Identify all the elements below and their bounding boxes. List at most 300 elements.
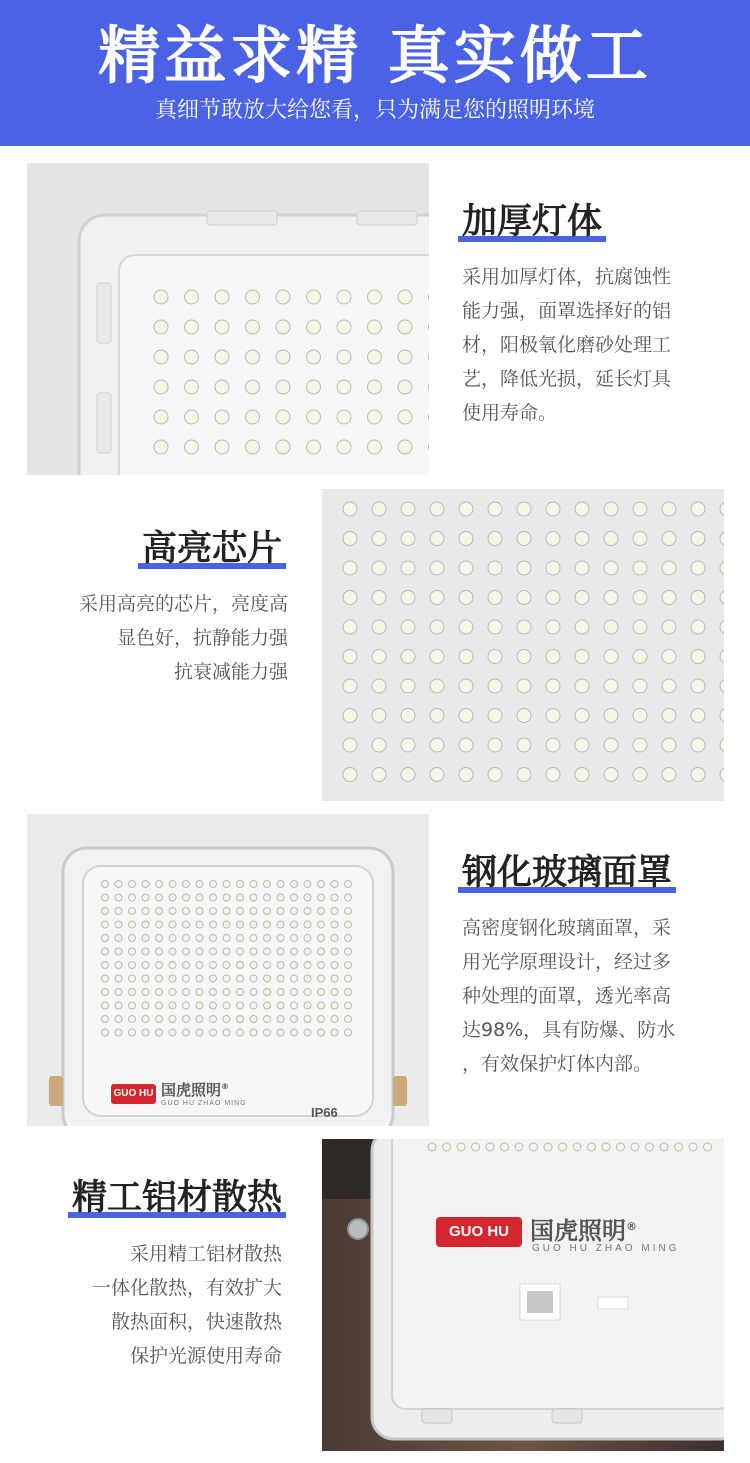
section-title: 加厚灯体 bbox=[462, 200, 602, 244]
led-chip bbox=[277, 1016, 284, 1023]
led-chip bbox=[691, 502, 705, 516]
led-chip bbox=[573, 1143, 581, 1151]
led-chip bbox=[633, 738, 647, 752]
led-chip bbox=[156, 1029, 163, 1036]
led-chip bbox=[662, 768, 676, 782]
led-chip bbox=[250, 921, 257, 928]
chip-closeup-photo bbox=[322, 489, 724, 801]
led-chip bbox=[662, 650, 676, 664]
led-chip bbox=[459, 591, 473, 605]
led-chip bbox=[459, 620, 473, 634]
led-chip bbox=[264, 921, 271, 928]
led-chip bbox=[142, 894, 149, 901]
led-chip bbox=[210, 881, 217, 888]
led-chip bbox=[331, 908, 338, 915]
led-chip bbox=[156, 962, 163, 969]
led-chip bbox=[115, 881, 122, 888]
led-chip bbox=[142, 962, 149, 969]
led-chip bbox=[129, 962, 136, 969]
led-chip bbox=[459, 561, 473, 575]
led-chip bbox=[662, 620, 676, 634]
led-chip bbox=[337, 320, 351, 334]
led-chip bbox=[183, 989, 190, 996]
led-chip bbox=[633, 650, 647, 664]
led-chip bbox=[115, 1029, 122, 1036]
glass-cover-photo bbox=[27, 814, 429, 1126]
led-chip bbox=[343, 679, 357, 693]
led-chip bbox=[517, 591, 531, 605]
led-chip bbox=[546, 650, 560, 664]
led-chip bbox=[246, 440, 260, 454]
led-chip bbox=[276, 380, 290, 394]
brand-name: 国虎照明® bbox=[161, 1081, 230, 1099]
led-chip bbox=[277, 962, 284, 969]
led-chip bbox=[604, 620, 618, 634]
led-chip bbox=[304, 989, 311, 996]
led-chip bbox=[115, 921, 122, 928]
led-chip bbox=[196, 921, 203, 928]
led-chip bbox=[237, 1002, 244, 1009]
led-chip bbox=[223, 908, 230, 915]
led-chip bbox=[345, 935, 352, 942]
led-chip bbox=[102, 908, 109, 915]
led-chip bbox=[185, 320, 199, 334]
description-line: 使用寿命。 bbox=[462, 402, 558, 424]
led-chip bbox=[237, 921, 244, 928]
led-chip bbox=[291, 894, 298, 901]
led-chip bbox=[604, 591, 618, 605]
led-chip bbox=[215, 440, 229, 454]
led-chip bbox=[237, 975, 244, 982]
led-chip bbox=[604, 709, 618, 723]
led-chip bbox=[401, 620, 415, 634]
led-chip bbox=[459, 768, 473, 782]
led-chip bbox=[276, 410, 290, 424]
led-chip bbox=[704, 1143, 712, 1151]
section-title: 钢化玻璃面罩 bbox=[462, 851, 672, 895]
led-chip bbox=[331, 894, 338, 901]
led-chip bbox=[304, 975, 311, 982]
led-chip bbox=[662, 532, 676, 546]
led-chip bbox=[318, 894, 325, 901]
led-chip bbox=[546, 709, 560, 723]
led-chip bbox=[183, 1016, 190, 1023]
description-line: 采用精工铝材散热 bbox=[129, 1243, 282, 1265]
led-chip bbox=[544, 1143, 552, 1151]
led-chip bbox=[307, 440, 321, 454]
led-chip bbox=[345, 1029, 352, 1036]
led-chip bbox=[246, 350, 260, 364]
brand-logo-badge: GUO HU bbox=[436, 1217, 522, 1247]
led-chip bbox=[345, 1002, 352, 1009]
led-chip bbox=[102, 989, 109, 996]
led-chip bbox=[291, 935, 298, 942]
led-chip bbox=[575, 532, 589, 546]
led-chip bbox=[372, 650, 386, 664]
led-chip bbox=[318, 908, 325, 915]
led-chip bbox=[633, 561, 647, 575]
led-chip bbox=[115, 948, 122, 955]
led-chip bbox=[250, 935, 257, 942]
led-chip bbox=[633, 709, 647, 723]
led-chip bbox=[246, 380, 260, 394]
led-chip bbox=[488, 561, 502, 575]
led-chip bbox=[196, 1016, 203, 1023]
led-chip bbox=[343, 591, 357, 605]
led-chip bbox=[331, 881, 338, 888]
led-chip bbox=[115, 975, 122, 982]
led-chip bbox=[633, 620, 647, 634]
led-chip bbox=[307, 380, 321, 394]
led-chip bbox=[546, 679, 560, 693]
led-chip bbox=[291, 948, 298, 955]
led-chip bbox=[169, 948, 176, 955]
led-chip bbox=[459, 650, 473, 664]
led-chip bbox=[156, 948, 163, 955]
led-chip bbox=[196, 908, 203, 915]
led-chip bbox=[102, 881, 109, 888]
led-chip bbox=[689, 1143, 697, 1151]
led-chip bbox=[196, 948, 203, 955]
led-chip bbox=[142, 935, 149, 942]
led-chip bbox=[115, 1016, 122, 1023]
led-chip bbox=[343, 709, 357, 723]
led-chip bbox=[430, 738, 444, 752]
led-chip bbox=[675, 1143, 683, 1151]
led-chip bbox=[401, 679, 415, 693]
led-chip bbox=[142, 989, 149, 996]
led-chip bbox=[196, 881, 203, 888]
led-chip bbox=[401, 532, 415, 546]
led-chip bbox=[215, 290, 229, 304]
led-chip bbox=[633, 768, 647, 782]
led-chip bbox=[215, 410, 229, 424]
led-chip bbox=[307, 410, 321, 424]
led-chip bbox=[215, 380, 229, 394]
led-chip bbox=[102, 894, 109, 901]
led-chip bbox=[368, 320, 382, 334]
led-chip bbox=[398, 410, 412, 424]
led-chip bbox=[264, 975, 271, 982]
led-chip bbox=[129, 894, 136, 901]
led-chip bbox=[237, 881, 244, 888]
brand-pinyin: GUO HU ZHAO MING bbox=[161, 1100, 247, 1107]
led-chip bbox=[102, 962, 109, 969]
led-chip bbox=[343, 738, 357, 752]
led-chip bbox=[337, 410, 351, 424]
aluminum-heatsink-photo bbox=[322, 1139, 724, 1451]
led-chip bbox=[142, 975, 149, 982]
section-description bbox=[92, 1237, 282, 1373]
led-chip bbox=[185, 350, 199, 364]
led-chip bbox=[372, 532, 386, 546]
section-description bbox=[462, 260, 671, 430]
led-chip bbox=[129, 948, 136, 955]
led-chip bbox=[575, 709, 589, 723]
led-chip bbox=[368, 290, 382, 304]
led-chip bbox=[156, 908, 163, 915]
led-chip bbox=[517, 679, 531, 693]
led-chip bbox=[488, 502, 502, 516]
led-chip bbox=[291, 908, 298, 915]
led-chip bbox=[250, 1002, 257, 1009]
led-chip bbox=[318, 881, 325, 888]
section-description bbox=[462, 911, 675, 1081]
led-chip bbox=[196, 1002, 203, 1009]
led-chip bbox=[343, 620, 357, 634]
led-chip bbox=[343, 768, 357, 782]
led-chip bbox=[276, 350, 290, 364]
led-chip bbox=[210, 975, 217, 982]
led-chip bbox=[343, 502, 357, 516]
led-chip bbox=[264, 881, 271, 888]
led-chip bbox=[691, 738, 705, 752]
led-chip bbox=[129, 921, 136, 928]
led-chip bbox=[488, 650, 502, 664]
led-chip bbox=[169, 1002, 176, 1009]
led-chip bbox=[183, 921, 190, 928]
page-title: 精益求精 真实做工 bbox=[98, 19, 652, 92]
led-chip bbox=[575, 591, 589, 605]
led-chip bbox=[304, 1016, 311, 1023]
led-chip bbox=[291, 921, 298, 928]
led-chip bbox=[457, 1143, 465, 1151]
led-chip bbox=[291, 989, 298, 996]
led-chip bbox=[183, 1002, 190, 1009]
led-chip bbox=[318, 1029, 325, 1036]
led-chip bbox=[345, 1016, 352, 1023]
led-chip bbox=[250, 1029, 257, 1036]
led-chip bbox=[102, 921, 109, 928]
description-line: ，有效保护灯体内部。 bbox=[462, 1053, 653, 1075]
led-chip bbox=[401, 650, 415, 664]
led-chip bbox=[345, 975, 352, 982]
led-chip bbox=[691, 532, 705, 546]
led-chip bbox=[210, 1016, 217, 1023]
led-chip bbox=[115, 935, 122, 942]
led-chip bbox=[368, 440, 382, 454]
led-chip bbox=[345, 962, 352, 969]
led-chip bbox=[276, 290, 290, 304]
led-chip bbox=[250, 989, 257, 996]
led-chip bbox=[156, 881, 163, 888]
led-chip bbox=[398, 320, 412, 334]
section-title: 精工铝材散热 bbox=[72, 1176, 282, 1220]
led-chip bbox=[575, 620, 589, 634]
led-chip bbox=[575, 650, 589, 664]
led-chip bbox=[223, 1016, 230, 1023]
led-chip bbox=[277, 921, 284, 928]
led-chip bbox=[372, 738, 386, 752]
led-chip bbox=[129, 975, 136, 982]
led-chip bbox=[604, 561, 618, 575]
led-chip bbox=[304, 894, 311, 901]
led-chip bbox=[250, 962, 257, 969]
led-chip bbox=[459, 502, 473, 516]
led-chip bbox=[575, 679, 589, 693]
led-chip bbox=[142, 1016, 149, 1023]
led-chip bbox=[304, 908, 311, 915]
led-chip bbox=[517, 650, 531, 664]
led-chip bbox=[546, 532, 560, 546]
led-chip bbox=[210, 962, 217, 969]
led-chip bbox=[129, 989, 136, 996]
led-chip bbox=[546, 561, 560, 575]
led-chip bbox=[486, 1143, 494, 1151]
led-chip bbox=[102, 948, 109, 955]
led-chip bbox=[291, 962, 298, 969]
led-chip bbox=[156, 975, 163, 982]
led-chip bbox=[183, 908, 190, 915]
led-chip bbox=[401, 591, 415, 605]
led-chip bbox=[115, 989, 122, 996]
led-chip bbox=[156, 1002, 163, 1009]
led-chip bbox=[633, 591, 647, 605]
led-chip bbox=[546, 502, 560, 516]
led-chip bbox=[660, 1143, 668, 1151]
led-chip bbox=[331, 1002, 338, 1009]
led-chip bbox=[372, 709, 386, 723]
led-chip bbox=[250, 948, 257, 955]
led-chip bbox=[604, 679, 618, 693]
led-chip bbox=[331, 948, 338, 955]
led-chip bbox=[459, 738, 473, 752]
led-chip bbox=[546, 620, 560, 634]
led-chip bbox=[102, 1029, 109, 1036]
led-chip bbox=[169, 921, 176, 928]
description-line: 材，阳极氧化磨砂处理工 bbox=[462, 334, 672, 356]
led-chip bbox=[183, 935, 190, 942]
led-chip bbox=[154, 350, 168, 364]
led-chip bbox=[115, 908, 122, 915]
led-chip bbox=[337, 440, 351, 454]
led-chip bbox=[215, 350, 229, 364]
led-chip bbox=[142, 881, 149, 888]
led-chip bbox=[517, 620, 531, 634]
led-chip bbox=[691, 650, 705, 664]
led-chip bbox=[617, 1143, 625, 1151]
led-chip bbox=[142, 1029, 149, 1036]
led-chip bbox=[345, 881, 352, 888]
description-line: 采用高亮的芯片，亮度高 bbox=[78, 593, 288, 615]
led-chip bbox=[488, 768, 502, 782]
led-chip bbox=[129, 908, 136, 915]
led-chip bbox=[276, 440, 290, 454]
led-chip bbox=[372, 561, 386, 575]
led-chip bbox=[345, 908, 352, 915]
led-chip bbox=[304, 948, 311, 955]
led-chip bbox=[318, 935, 325, 942]
led-chip bbox=[331, 935, 338, 942]
led-chip bbox=[401, 561, 415, 575]
led-chip bbox=[183, 881, 190, 888]
led-chip bbox=[196, 962, 203, 969]
description-line: 散热面积，快速散热 bbox=[110, 1311, 282, 1333]
led-chip bbox=[215, 320, 229, 334]
led-chip bbox=[488, 709, 502, 723]
led-chip bbox=[646, 1143, 654, 1151]
led-chip bbox=[633, 679, 647, 693]
led-chip bbox=[277, 894, 284, 901]
led-chip bbox=[142, 948, 149, 955]
led-chip bbox=[430, 679, 444, 693]
led-chip bbox=[304, 1002, 311, 1009]
led-chip bbox=[183, 894, 190, 901]
led-chip bbox=[185, 380, 199, 394]
led-chip bbox=[691, 591, 705, 605]
led-chip bbox=[331, 1016, 338, 1023]
led-chip bbox=[210, 1002, 217, 1009]
led-chip bbox=[129, 1029, 136, 1036]
led-chip bbox=[368, 410, 382, 424]
led-chip bbox=[102, 935, 109, 942]
led-chip bbox=[237, 908, 244, 915]
led-chip bbox=[156, 921, 163, 928]
led-chip bbox=[515, 1143, 523, 1151]
led-chip bbox=[264, 989, 271, 996]
led-chip bbox=[372, 768, 386, 782]
led-chip bbox=[459, 532, 473, 546]
led-chip bbox=[633, 502, 647, 516]
led-chip bbox=[237, 894, 244, 901]
led-chip bbox=[318, 975, 325, 982]
led-chip bbox=[559, 1143, 567, 1151]
led-chip bbox=[307, 290, 321, 304]
led-chip bbox=[430, 561, 444, 575]
led-chip bbox=[430, 650, 444, 664]
led-chip bbox=[662, 591, 676, 605]
led-chip bbox=[575, 561, 589, 575]
led-chip bbox=[223, 962, 230, 969]
led-chip bbox=[169, 1029, 176, 1036]
description-line: 抗衰减能力强 bbox=[173, 661, 288, 683]
led-chip bbox=[345, 948, 352, 955]
page-subtitle: 真细节敢放大给您看，只为满足您的照明环境 bbox=[154, 98, 595, 123]
led-chip bbox=[318, 1002, 325, 1009]
led-chip bbox=[154, 290, 168, 304]
led-chip bbox=[154, 440, 168, 454]
led-chip bbox=[196, 1029, 203, 1036]
led-chip bbox=[430, 768, 444, 782]
description-line: 种处理的面罩，透光率高 bbox=[462, 985, 672, 1007]
led-chip bbox=[304, 921, 311, 928]
led-chip bbox=[430, 502, 444, 516]
led-chip bbox=[691, 679, 705, 693]
led-chip bbox=[223, 935, 230, 942]
led-chip bbox=[343, 561, 357, 575]
led-chip bbox=[264, 935, 271, 942]
led-chip bbox=[196, 894, 203, 901]
led-chip bbox=[156, 935, 163, 942]
led-chip bbox=[264, 948, 271, 955]
led-chip bbox=[331, 975, 338, 982]
led-chip bbox=[517, 502, 531, 516]
led-chip bbox=[331, 1029, 338, 1036]
led-chip bbox=[156, 989, 163, 996]
led-chip bbox=[443, 1143, 451, 1151]
led-chip bbox=[246, 290, 260, 304]
brand-pinyin: GUO HU ZHAO MING bbox=[532, 1243, 680, 1254]
led-chip bbox=[430, 532, 444, 546]
description-line: 保护光源使用寿命 bbox=[129, 1345, 282, 1367]
led-chip bbox=[237, 962, 244, 969]
led-chip bbox=[430, 591, 444, 605]
led-chip bbox=[345, 894, 352, 901]
led-chip bbox=[691, 709, 705, 723]
led-chip bbox=[185, 410, 199, 424]
led-chip bbox=[318, 1016, 325, 1023]
led-chip bbox=[115, 962, 122, 969]
